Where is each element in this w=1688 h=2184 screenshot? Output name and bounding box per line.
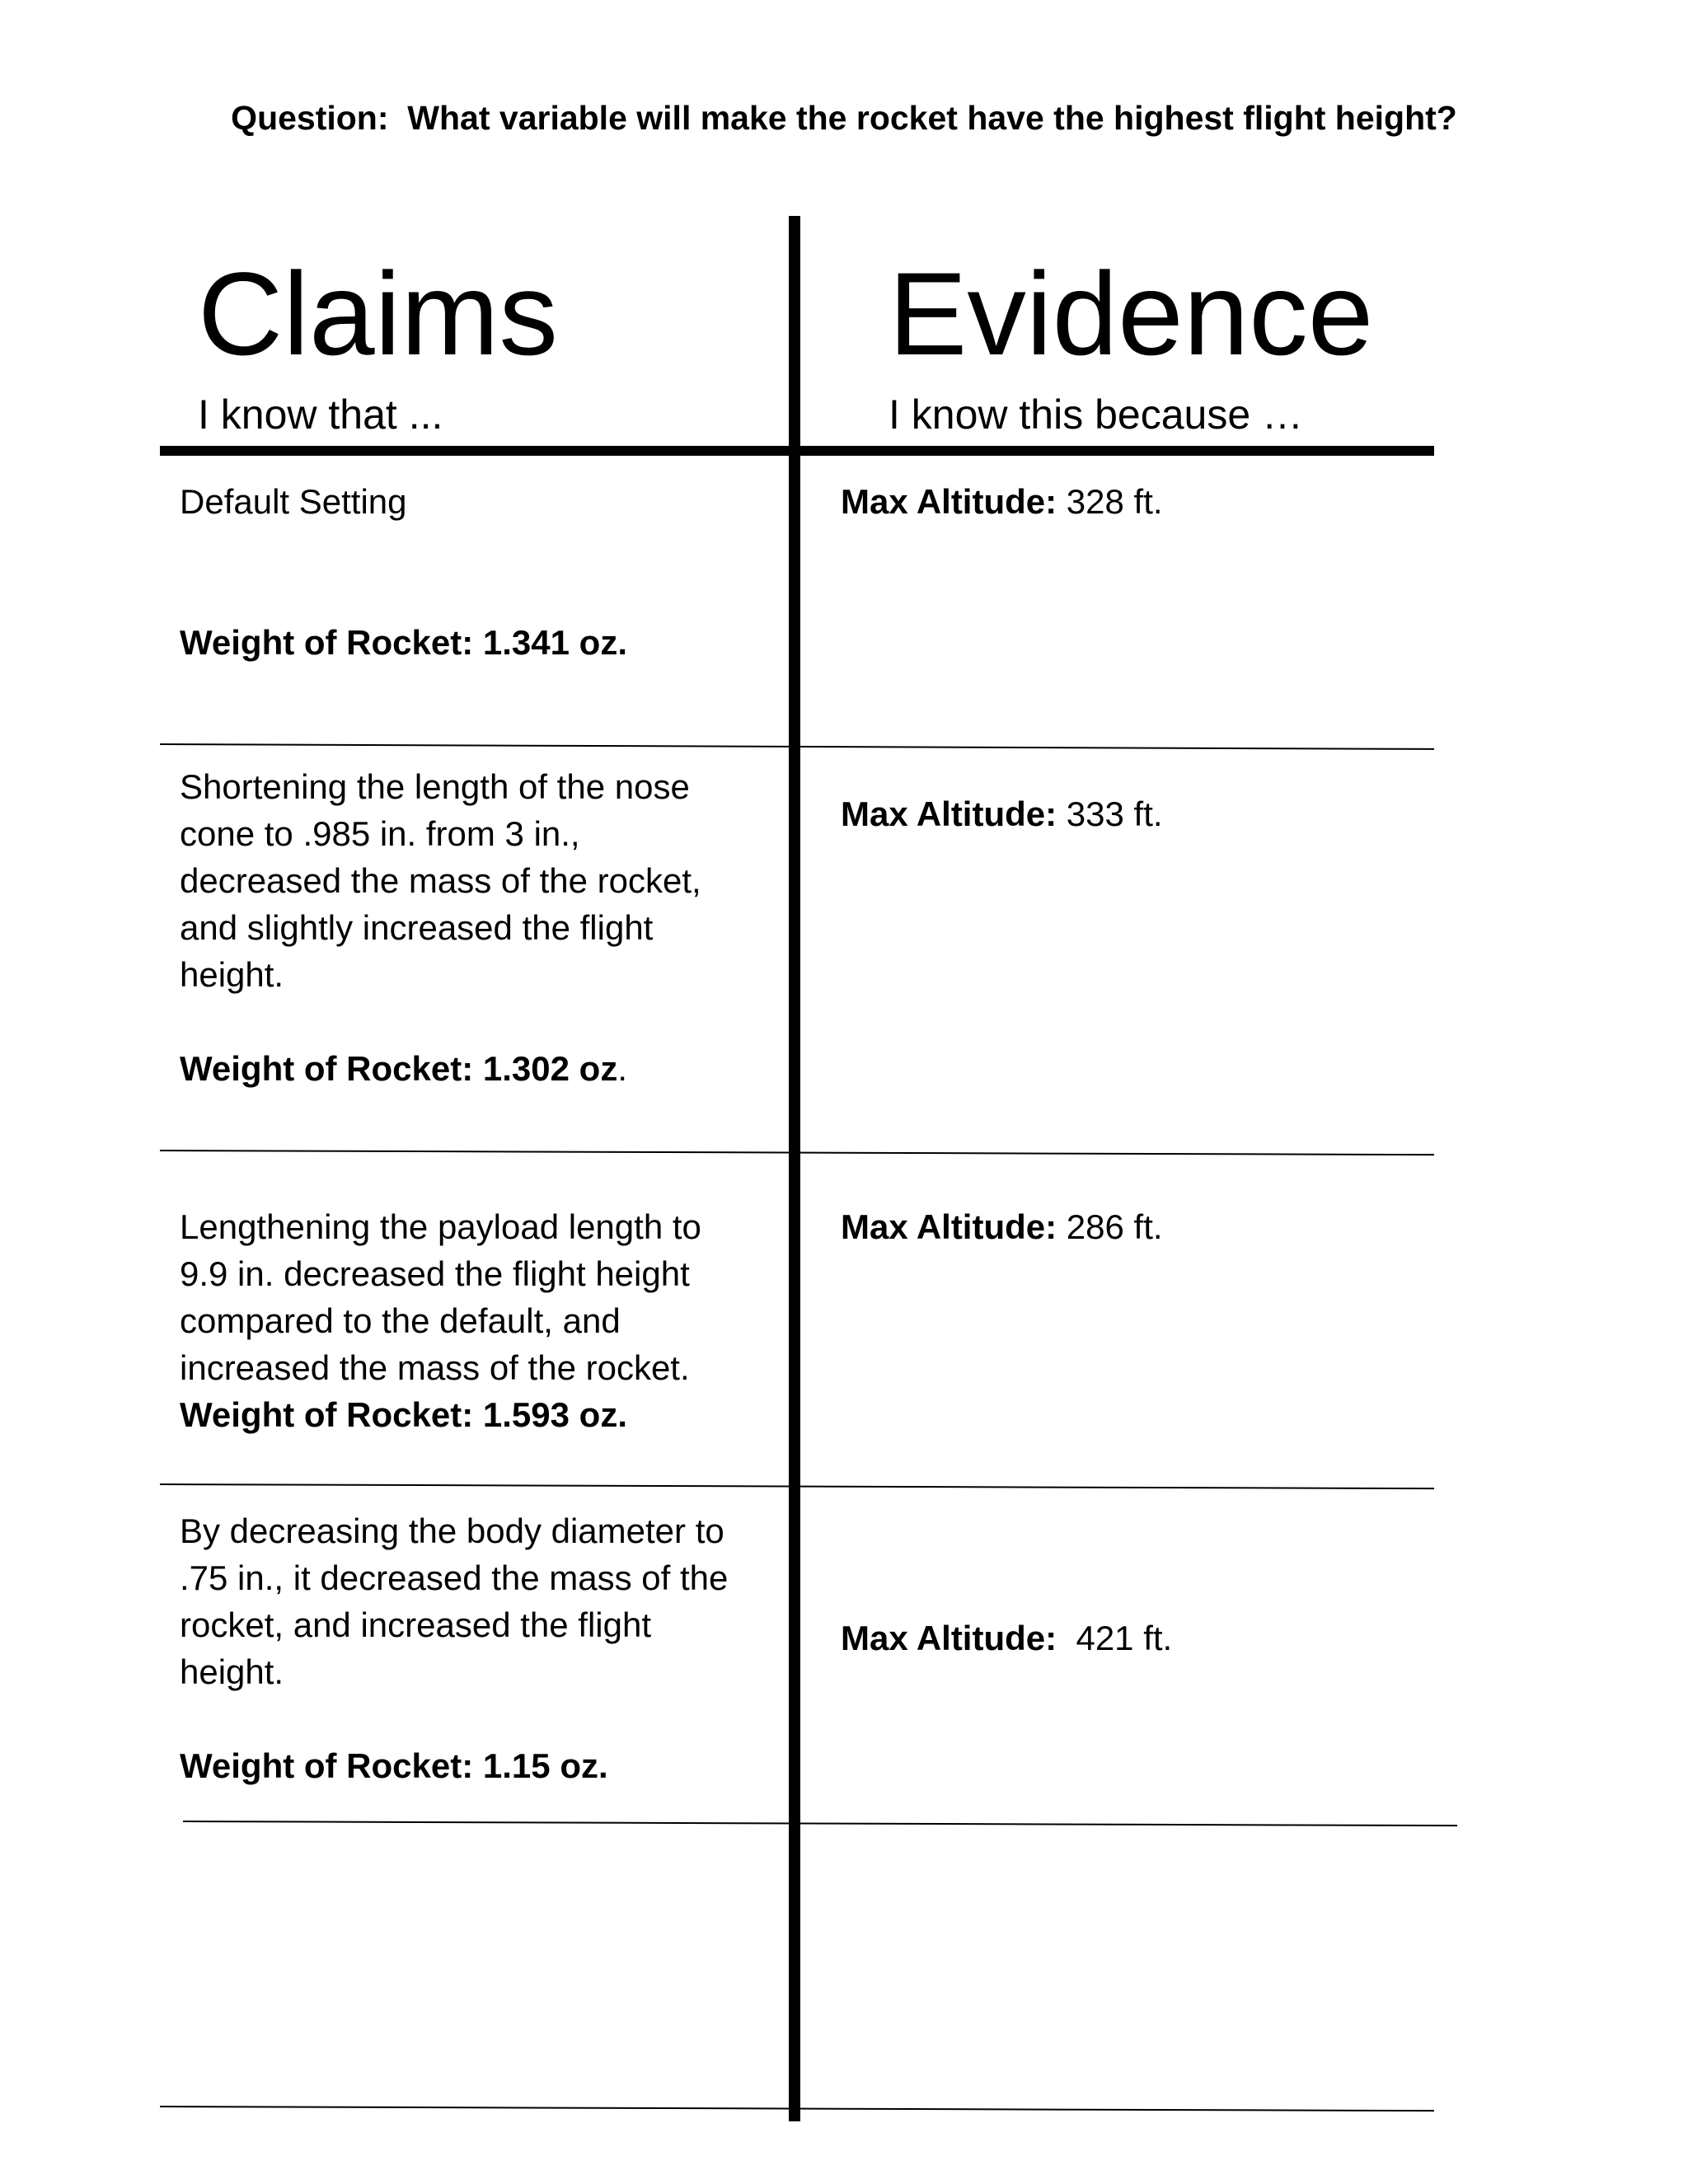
claim-text-line: 9.9 in. decreased the flight height [180, 1254, 690, 1293]
claim-cell [180, 1203, 773, 1438]
claim-text-line: height. [180, 1652, 284, 1691]
question-label: Question: [231, 99, 389, 137]
evidence-cell [841, 1203, 1418, 1250]
evidence-cell [841, 1521, 1418, 1708]
center-divider [789, 216, 800, 2121]
weight-line: Weight of Rocket: 1.341 oz. [180, 623, 628, 662]
claim-cell [180, 478, 773, 666]
claim-text-line: increased the mass of the rocket. [180, 1348, 690, 1387]
claim-text-line: rocket, and increased the flight [180, 1605, 652, 1644]
altitude-line: Max Altitude: 286 ft. [841, 1207, 1163, 1246]
claim-text-line: cone to .985 in. from 3 in., [180, 814, 580, 853]
weight-line: Weight of Rocket: 1.302 oz. [180, 1049, 628, 1088]
weight-line: Weight of Rocket: 1.593 oz. [180, 1395, 628, 1434]
row-divider [183, 1821, 1457, 1826]
claims-subtitle: I know that ... [198, 391, 443, 438]
question-text: What variable will make the rocket have the highest flight height? [407, 99, 1457, 137]
altitude-line: Max Altitude: 328 ft. [841, 482, 1163, 521]
weight-line: Weight of Rocket: 1.15 oz. [180, 1746, 608, 1785]
claim-text-line: compared to the default, and [180, 1301, 621, 1340]
evidence-subtitle: I know this because … [889, 391, 1304, 438]
claim-cell [180, 763, 773, 1092]
claim-text-line: Lengthening the payload length to [180, 1207, 701, 1246]
question-line [0, 99, 1688, 138]
claim-text: Default Setting [180, 482, 407, 521]
claim-text-line: .75 in., it decreased the mass of the [180, 1558, 729, 1597]
claim-text-line: By decreasing the body diameter to [180, 1511, 724, 1550]
header-rule [160, 446, 1434, 456]
altitude-line: Max Altitude: 333 ft. [841, 794, 1163, 833]
claim-text-line: Shortening the length of the nose [180, 767, 690, 806]
claim-text-line: decreased the mass of the rocket, [180, 861, 701, 900]
evidence-cell [841, 790, 1418, 837]
altitude-line: Max Altitude: 421 ft. [841, 1619, 1173, 1657]
claim-cell [180, 1507, 773, 1789]
claims-title: Claims [198, 249, 558, 380]
claim-text-line: and slightly increased the flight [180, 908, 654, 947]
claim-text-line: height. [180, 955, 284, 994]
evidence-title: Evidence [889, 249, 1374, 380]
evidence-cell [841, 478, 1418, 525]
